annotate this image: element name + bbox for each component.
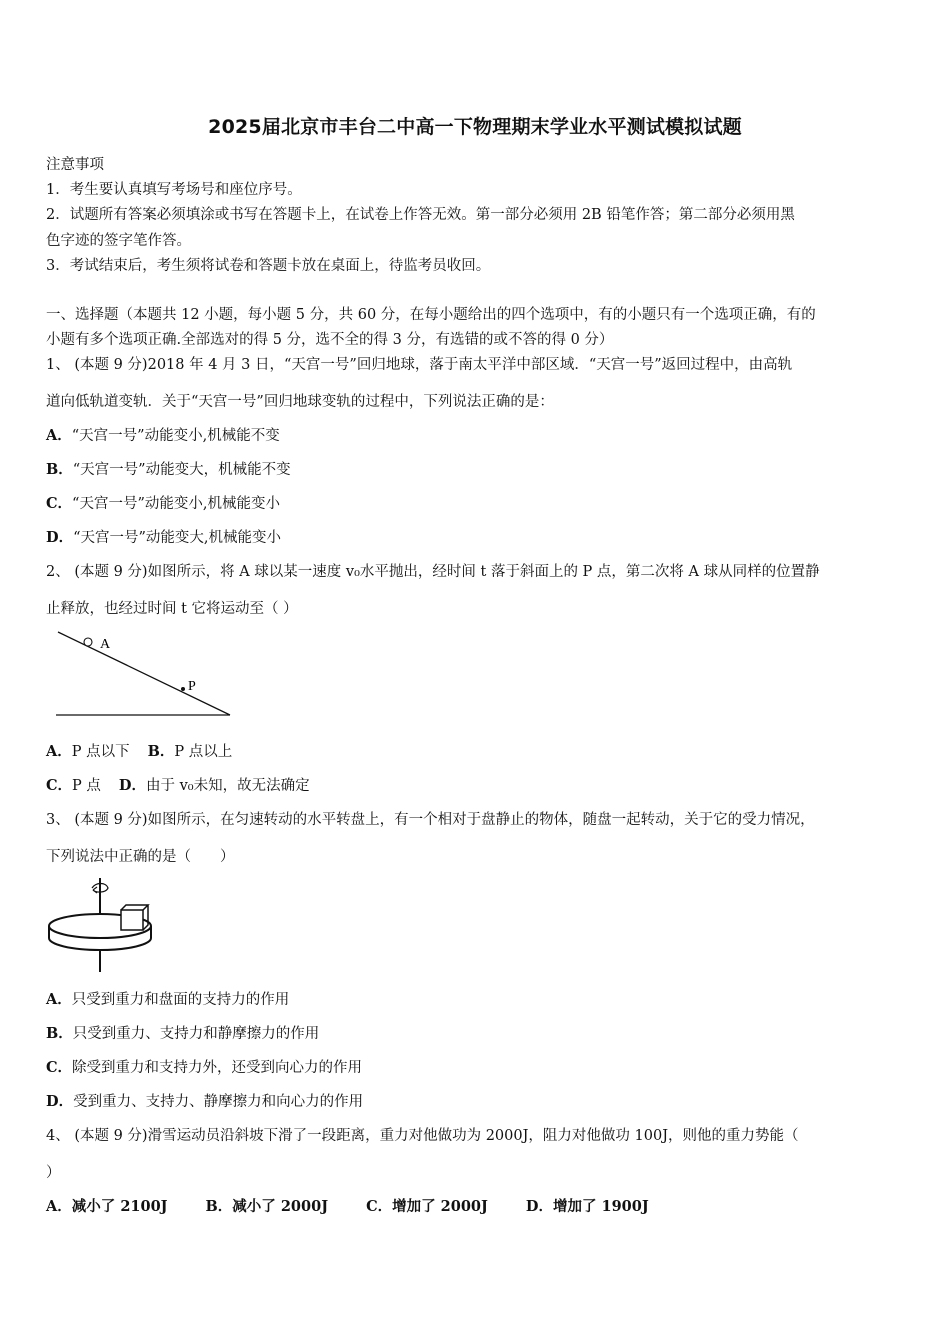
option-label: A． — [46, 743, 72, 760]
turntable-figure — [44, 876, 164, 976]
option-label: B． — [46, 1025, 73, 1042]
q3-stem: 3、 (本题 9 分)如图所示，在匀速转动的水平转盘上，有一个相对于盘静止的物体，随盘一起转动，关于它的受力情况， — [46, 812, 815, 828]
q1-option-c — [46, 492, 280, 513]
incline-figure — [50, 628, 240, 720]
q2-options-row-1 — [46, 740, 232, 761]
option-label: A． — [46, 427, 72, 444]
option-text: 受到重力、支持力、静摩擦力和向心力的作用 — [73, 1094, 364, 1110]
option-text: P 点以上 — [174, 744, 233, 760]
option-label: A． — [46, 991, 72, 1008]
q3-option-d — [46, 1090, 363, 1111]
notice-item: 2．试题所有答案必须填涂或书写在答题卡上，在试卷上作答无效。第一部分必须用 2B 铅笔作答；第二部分必须用黑 — [46, 207, 795, 223]
point-p — [181, 687, 185, 691]
q1-option-d — [46, 526, 281, 547]
q1-stem: 1、 (本题 9 分)2018 年 4 月 3 日，“天宫一号”回归地球，落于南太平洋中部区域．“天宫一号”返回过程中，由高轨 — [46, 357, 793, 373]
option-label: D． — [46, 1093, 74, 1110]
option-text: 减小了 2100J — [71, 1198, 168, 1215]
q3-option-b — [46, 1022, 319, 1043]
q4-stem: 4、 (本题 9 分)滑雪运动员沿斜坡下滑了一段距离，重力对他做功为 2000J，阻力对他做功 100J，则他的重力势能（ — [46, 1128, 799, 1144]
point-p-label: P — [188, 679, 196, 694]
q1-stem: 道向低轨道变轨．关于“天宫一号”回归地球变轨的过程中，下列说法正确的是： — [46, 394, 554, 410]
ball-a — [84, 638, 92, 646]
option-text: 只受到重力和盘面的支持力的作用 — [71, 992, 290, 1008]
option-label: D． — [525, 1198, 553, 1215]
block-object — [121, 910, 143, 930]
q2-stem: 2、 (本题 9 分)如图所示，将 A 球以某一速度 v₀水平抛出，经时间 t 落于斜面上的 P 点，第二次将 A 球从同样的位置静 — [46, 564, 820, 580]
q4-stem: ） — [46, 1165, 61, 1181]
notice-item: 1．考生要认真填写考场号和座位序号。 — [46, 182, 302, 198]
notice-heading: 注意事项 — [46, 157, 104, 173]
notice-item: 色字迹的签字笔作答。 — [46, 233, 191, 249]
option-text: 增加了 2000J — [392, 1198, 488, 1215]
option-text: “天宫一号”动能变大，机械能不变 — [72, 462, 291, 478]
option-label: C． — [46, 1059, 73, 1076]
option-text: “天宫一号”动能变小,机械能不变 — [71, 428, 280, 444]
q2-stem: 止释放，也经过时间 t 它将运动至（ ） — [46, 601, 298, 617]
option-text: “天宫一号”动能变小,机械能变小 — [72, 496, 280, 512]
option-text: P 点 — [72, 778, 101, 794]
q3-stem: 下列说法中正确的是（ ） — [46, 849, 235, 865]
option-label: B． — [147, 743, 175, 760]
option-label: C． — [46, 777, 73, 794]
option-text: 减小了 2000J — [232, 1198, 329, 1215]
option-text: 由于 v₀未知，故无法确定 — [146, 778, 310, 794]
page-title: 2025届北京市丰台二中高一下物理期末学业水平测试模拟试题 — [208, 116, 742, 138]
option-text: P 点以下 — [71, 744, 130, 760]
option-label: C． — [366, 1198, 393, 1215]
notice-item: 3．考试结束后，考生须将试卷和答题卡放在桌面上，待监考员收回。 — [46, 258, 491, 274]
q4-options-row — [46, 1195, 649, 1216]
incline-surface — [58, 632, 230, 715]
option-label: A． — [46, 1198, 72, 1215]
option-label: B． — [205, 1198, 233, 1215]
section-instructions: 一、选择题（本题共 12 小题，每小题 5 分，共 60 分，在每小题给出的四个选项中，有的小题只有一个选项正确，有的 — [46, 307, 816, 323]
q1-option-b — [46, 458, 291, 479]
option-label: D． — [46, 529, 74, 546]
option-text: 只受到重力、支持力和静摩擦力的作用 — [72, 1026, 320, 1042]
q2-options-row-2 — [46, 774, 310, 795]
section-instructions: 小题有多个选项正确.全部选对的得 5 分，选不全的得 3 分，有选错的或不答的得 0 分） — [46, 332, 614, 348]
option-text: 增加了 1900J — [552, 1198, 649, 1215]
option-label: C． — [46, 495, 73, 512]
q1-option-a — [46, 424, 280, 445]
q3-option-a — [46, 988, 289, 1009]
option-text: 除受到重力和支持力外，还受到向心力的作用 — [72, 1060, 363, 1076]
option-label: D． — [118, 777, 146, 794]
option-label: B． — [46, 461, 73, 478]
option-text: “天宫一号”动能变大,机械能变小 — [73, 530, 282, 546]
q3-option-c — [46, 1056, 362, 1077]
ball-a-label: A — [100, 637, 111, 652]
